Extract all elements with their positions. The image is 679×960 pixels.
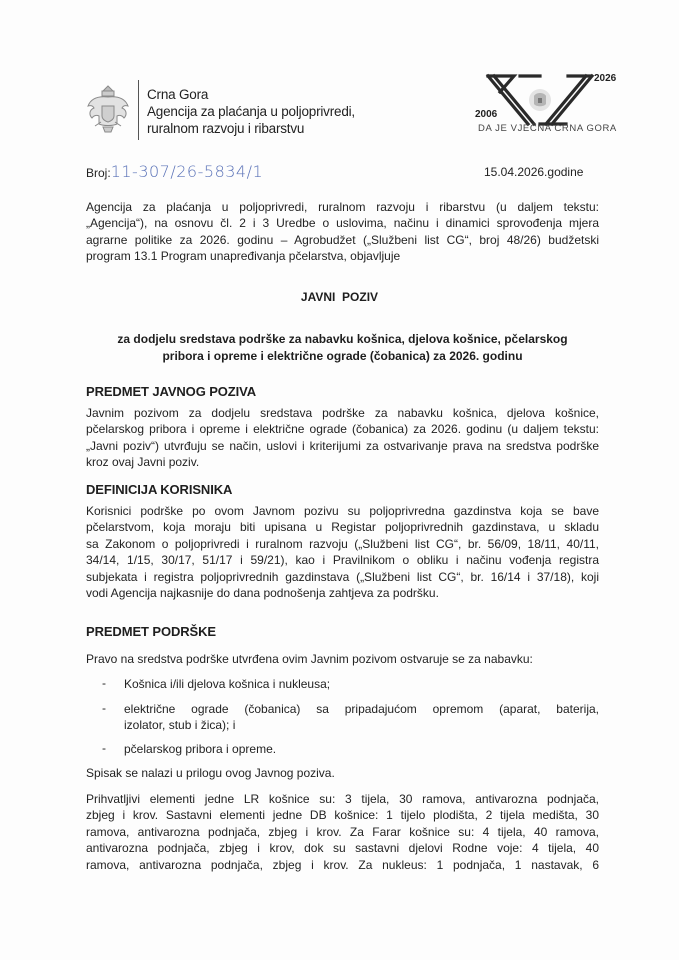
text-line: Pravo na sredstva podrške utvrđena ovim Javnim pozivom ostvaruje se za nabavku: (86, 652, 533, 666)
list-item (124, 701, 599, 734)
list-item (124, 676, 599, 692)
text-line: kroz ovaj Javni poziv. (86, 455, 200, 470)
text-line: Korisnici podrške po ovom Javnom pozivu su poljoprivredna gazdinstva koja se bave (86, 504, 599, 518)
predmet-poziva-paragraph (86, 405, 599, 471)
text-line: ramova, antivarozna podnjača, zbjeg i krov. Za nukleus: 1 podnjača, 1 nastavak, 6 (86, 857, 599, 872)
text-line: Prihvatljivi elementi jedne LR košnice su: 3 tijela, 30 ramova, antivarozna podnjača, (86, 792, 599, 806)
jubilee-year-start: 2006 (475, 109, 498, 120)
document-number (86, 162, 263, 181)
document-subtitle (86, 331, 599, 364)
subtitle-line2: pribora i opreme i električne ograde (čobanica) za 2026. godinu (162, 348, 523, 363)
text-line: sa Zakonom o poljoprivredi i ruralnom razvoju („Službeni list CG“, br. 56/09, 18/11, 40/11, (86, 536, 599, 551)
text-line: antivarozna podnjača, zbjeg i krov, dok su sastavni djelovi Rodne voje: 4 tijela, 40 (86, 841, 599, 856)
bullet-marker: - (102, 701, 106, 715)
intro-paragraph (86, 199, 599, 265)
document-date: 15.04.2026.godine (484, 165, 584, 179)
text-line: Agencija za plaćanja u poljoprivredi, ruralnom razvoju i ribarstvu (u daljem tekstu: (86, 200, 599, 214)
text-line: pčelarstvom, koja moraju biti upisana u Registar poljoprivrednih gazdinstava, u skladu (86, 520, 599, 535)
handwritten-number: 11-307/26-5834/1 (110, 162, 264, 181)
text-line: izolator, stub i žica); i (124, 718, 236, 733)
jubilee-motto: DA JE VJEČNA CRNA GORA (478, 123, 617, 134)
agency-name-line2: ruralnom razvoju i ribarstvu (147, 121, 305, 136)
section-heading-predmet-poziva: PREDMET JAVNOG POZIVA (86, 384, 257, 399)
text-line: subjekata i registra poljoprivrednih gazdinstava („Službeni list CG“, br. 16/14 i 37/18), koji (86, 569, 599, 584)
agency-name-line1: Agencija za plaćanja u poljoprivredi, (147, 104, 355, 119)
text-line: „Javni poziv“) utvrđuju se način, uslovi i kriterijumi za ostvarivanje prava na sredstva podrške (86, 438, 599, 453)
subtitle-line1: za dodjelu sredstava podrške za nabavku košnica, djelova košnice, pčelarskog (117, 332, 568, 346)
text-line: agrarne politike za 2026. godinu – Agrobudžet („Službeni list CG“, broj 48/26) budžetski (86, 232, 599, 247)
text-line: vodi Agencija najkasnije do dana podnošenja zahtjeva za podršku. (86, 586, 439, 601)
montenegro-coat-of-arms-icon (85, 84, 131, 134)
bullet-marker: - (102, 741, 106, 755)
section-heading-predmet-podrske: PREDMET PODRŠKE (86, 624, 216, 639)
text-line: električne ograde (čobanica) sa pripadajućom opremom (aparat, baterija, (124, 702, 599, 716)
section-heading-definicija: DEFINICIJA KORISNIKA (86, 482, 233, 497)
text-line: pčelarskog pribora i opreme. (124, 742, 277, 756)
agency-name-block (147, 86, 355, 137)
text-line: pčelarskog pribora i opreme i električne ograde (čobanica) za 2026. godinu (u daljem tekstu: (86, 422, 599, 437)
header-divider (138, 80, 139, 140)
elements-paragraph (86, 791, 599, 873)
text-line: Spisak se nalazi u prilogu ovog Javnog poziva. (86, 766, 335, 780)
bullet-marker: - (102, 676, 106, 690)
predmet-podrske-intro (86, 651, 599, 667)
document-title: JAVNI POZIV (300, 290, 379, 304)
list-note (86, 765, 599, 781)
list-item (124, 741, 599, 757)
text-line: Javnim pozivom za dodjelu sredstava podrške za nabavku košnica, djelova košnice, (86, 406, 599, 420)
text-line: program 13.1 Program unapređivanja pčelarstva, objavljuje (86, 249, 401, 264)
text-line: ramova, antivarozna podnjača, zbjeg i krov. Za Farar košnice su: 4 tijela, 40 ramova, (86, 824, 599, 839)
text-line: Košnica i/ili djelova košnica i nukleusa; (124, 677, 331, 691)
text-line: zbjeg i krov. Sastavni elementi jedne DB košnice: 1 tijelo plodišta, 2 tijela medišta, 30 (86, 808, 599, 823)
definicija-paragraph (86, 503, 599, 601)
jubilee-year-end: 2026 (594, 73, 617, 84)
text-line: „Agencija“), na osnovu čl. 2 i 3 Uredbe o uslovima, načinu i dinamici sprovođenja mjera (86, 216, 599, 231)
number-label: Broj: (86, 166, 111, 180)
country-name: Crna Gora (147, 87, 209, 102)
text-line: 34/14, 1/15, 30/17, 51/17 i 59/21), kao i Pravilnikom o obliku i načinu vođenja registra (86, 553, 599, 568)
